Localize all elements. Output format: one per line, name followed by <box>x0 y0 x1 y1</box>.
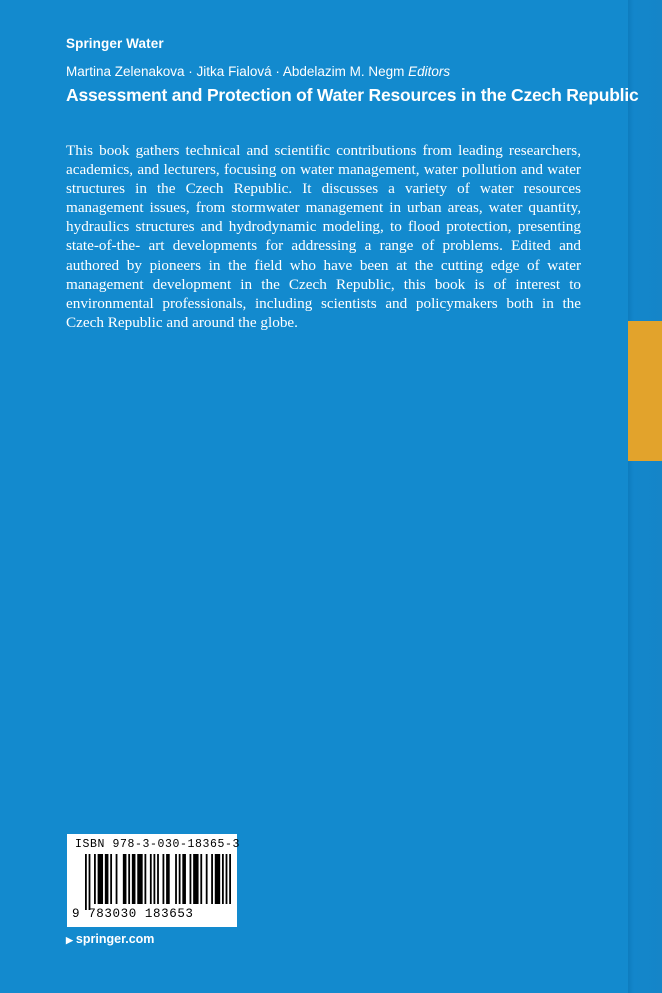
book-description <box>66 141 581 332</box>
spine-accent-band <box>628 321 662 461</box>
barcode-bar <box>193 854 198 904</box>
barcode-bar <box>132 854 136 904</box>
barcode-bar <box>211 854 213 904</box>
barcode-bar <box>85 854 87 910</box>
barcode-bar <box>206 854 208 904</box>
description-line: in the field who have been at the cutting edge of water management development in <box>66 256 582 293</box>
barcode-bar <box>144 854 146 904</box>
description-line: academics, and lecturers, focusing on water management, water pollution and water <box>66 161 581 179</box>
barcode-bar <box>110 854 112 904</box>
barcode-bar <box>137 854 142 904</box>
barcode-bar <box>215 854 220 904</box>
barcode-bar <box>89 854 91 910</box>
book-title: Assessment and Protection of Water Resources in the Czech Republic <box>66 85 639 105</box>
barcode-bar <box>226 854 228 904</box>
description-line: issues, from stormwater management in urban areas, water quantity, hydraulics <box>66 199 582 236</box>
barcode-bar <box>153 854 155 904</box>
spine <box>628 0 662 993</box>
barcode-digits: 9 783030 183653 <box>72 907 194 921</box>
description-line: structures in the Czech Republic. It discusses a variety of water resources management <box>66 180 581 217</box>
description-line: scientists and policymakers both in the Czech Republic and around the globe. <box>66 294 582 331</box>
editors-line <box>66 64 450 79</box>
barcode-bar <box>229 854 231 904</box>
description-line: This book gathers technical and scientific contributions from leading researchers, <box>66 142 581 159</box>
barcode-bar <box>128 854 130 904</box>
barcode-bar <box>98 854 103 904</box>
barcode-bar <box>182 854 186 904</box>
barcode-bars <box>85 854 231 910</box>
isbn-label: ISBN 978-3-030-18365-3 <box>75 838 241 851</box>
description-line: structures and hydrodynamic modeling, to flood protection, presenting state-of-the- <box>66 218 581 255</box>
description-line: the Czech Republic, this book is of interest to environmental professionals, including <box>66 275 582 312</box>
barcode-bar <box>157 854 159 904</box>
barcode-bar <box>190 854 192 904</box>
barcode-bar <box>166 854 170 904</box>
barcode-bar <box>179 854 181 904</box>
barcode-bar <box>94 854 96 904</box>
isbn-barcode <box>67 834 241 927</box>
editor-names: Martina Zelenakova · Jitka Fialová · Abdelazim M. Negm <box>66 64 405 79</box>
barcode-bar <box>105 854 109 904</box>
barcode-bar <box>150 854 152 904</box>
barcode-bar <box>200 854 202 904</box>
barcode-bar <box>222 854 224 904</box>
barcode-bar <box>116 854 118 904</box>
website-label: springer.com <box>75 932 155 946</box>
editors-role: Editors <box>408 64 451 79</box>
description-line: art developments for addressing a range of problems. Edited and authored by pioneers <box>66 237 581 274</box>
barcode-bar <box>163 854 165 904</box>
series-name: Springer Water <box>66 36 164 51</box>
barcode-bar <box>175 854 177 904</box>
barcode-bar <box>123 854 127 904</box>
arrow-right-icon: ▶ <box>66 935 73 945</box>
publisher-website[interactable] <box>66 932 154 946</box>
